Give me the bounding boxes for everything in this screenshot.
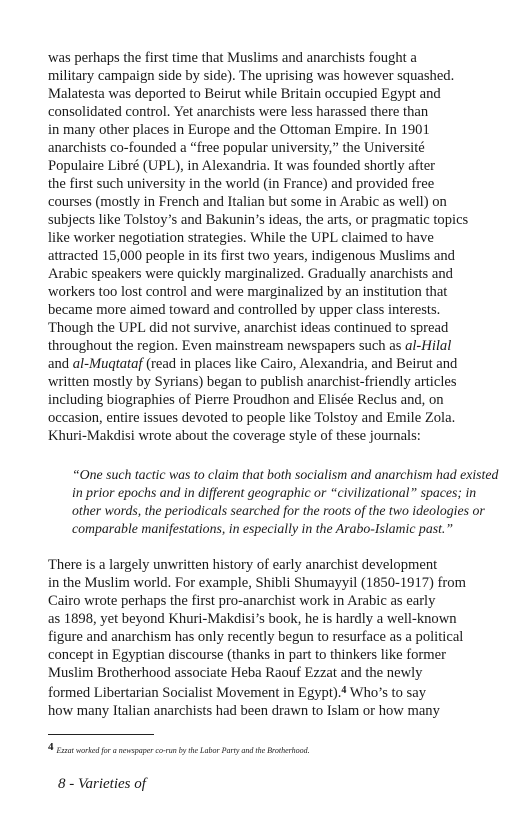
text-line: Arabic speakers were quickly marginalized. Gradually anarchists and bbox=[48, 266, 453, 282]
footnote-divider bbox=[48, 734, 154, 735]
text-line: figure and anarchism has only recently begun to resurface as a political bbox=[48, 629, 464, 645]
text-line: became more aimed toward and controlled by upper class interests. bbox=[48, 302, 441, 318]
text-line: in the Muslim world. For example, Shibli Shumayyil (1850-1917) from bbox=[48, 575, 466, 591]
text-line: Muslim Brotherhood associate Heba Raouf Ezzat and the newly bbox=[48, 665, 423, 681]
text-line: workers too lost control and were marginalized by an institution that bbox=[48, 284, 448, 300]
text-line: consolidated control. Yet anarchists were less harassed there than bbox=[48, 104, 429, 120]
text-line: Cairo wrote perhaps the first pro-anarchist work in Arabic as early bbox=[48, 593, 436, 609]
text-line bbox=[48, 337, 488, 355]
text-line: like worker negotiation strategies. While the UPL claimed to have bbox=[48, 230, 434, 246]
text-line: was perhaps the first time that Muslims and anarchists fought a bbox=[48, 50, 417, 66]
block-quote bbox=[72, 466, 499, 538]
footnote-text: Ezzat worked for a newspaper co-run by the Labor Party and the Brotherhood. bbox=[56, 746, 310, 755]
text-line: There is a largely unwritten history of early anarchist development bbox=[48, 557, 438, 573]
periodical-title: al-Hilal bbox=[405, 338, 452, 354]
text-line: including biographies of Pierre Proudhon and Elisée Reclus and, on bbox=[48, 392, 444, 408]
footnote-reference: 4 bbox=[341, 685, 347, 696]
text-segment: throughout the region. Even mainstream newspapers such as bbox=[48, 338, 406, 354]
text-line: subjects like Tolstoy’s and Bakunin’s ideas, the arts, or pragmatic topics bbox=[48, 212, 469, 228]
text-line: Khuri-Makdisi wrote about the coverage style of these journals: bbox=[48, 428, 421, 444]
text-line: courses (mostly in French and Italian but some in Arabic as well) on bbox=[48, 194, 447, 210]
footnote bbox=[48, 741, 488, 757]
text-segment: Who’s to say bbox=[346, 685, 427, 701]
text-line: military campaign side by side). The uprising was however squashed. bbox=[48, 68, 455, 84]
text-line: concept in Egyptian discourse (thanks in part to thinkers like former bbox=[48, 647, 446, 663]
text-line: as 1898, yet beyond Khuri-Makdisi’s book, he is hardly a well-known bbox=[48, 611, 457, 627]
text-line: how many Italian anarchists had been drawn to Islam or how many bbox=[48, 703, 440, 719]
text-line: Though the UPL did not survive, anarchist ideas continued to spread bbox=[48, 320, 449, 336]
text-segment: formed Libertarian Socialist Movement in Egypt). bbox=[48, 685, 342, 701]
footnote-number: 4 bbox=[48, 741, 54, 753]
page-footer: 8 - Varieties of bbox=[58, 776, 146, 792]
text-line: Populaire Libré (UPL), in Alexandria. It was founded shortly after bbox=[48, 158, 436, 174]
text-line: attracted 15,000 people in its first two years, indigenous Muslims and bbox=[48, 248, 455, 264]
quote-line: comparable manifestations, in especially in the Arabo-Islamic past.” bbox=[72, 521, 454, 536]
text-line: in many other places in Europe and the Ottoman Empire. In 1901 bbox=[48, 122, 430, 138]
paragraph-2 bbox=[48, 556, 488, 720]
paragraph-1 bbox=[48, 49, 488, 445]
text-line: written mostly by Syrians) began to publish anarchist-friendly articles bbox=[48, 374, 457, 390]
text-segment: (read in places like Cairo, Alexandria, and Beirut and bbox=[142, 356, 458, 372]
text-segment: and bbox=[48, 356, 73, 372]
quote-line: in prior epochs and in different geographic or “civilizational” spaces; in bbox=[72, 485, 477, 500]
text-line: anarchists co-founded a “free popular university,” the Université bbox=[48, 140, 425, 156]
periodical-title: al-Muqtataf bbox=[72, 356, 143, 372]
quote-line: other words, the periodicals searched for the roots of the two ideologies or bbox=[72, 503, 485, 518]
text-line: Malatesta was deported to Beirut while Britain occupied Egypt and bbox=[48, 86, 441, 102]
text-line bbox=[48, 355, 488, 373]
text-line: occasion, entire issues devoted to people like Tolstoy and Emile Zola. bbox=[48, 410, 456, 426]
text-line: the first such university in the world (in France) and provided free bbox=[48, 176, 435, 192]
text-line bbox=[48, 682, 488, 702]
quote-line: “One such tactic was to claim that both socialism and anarchism had existed bbox=[72, 467, 499, 482]
